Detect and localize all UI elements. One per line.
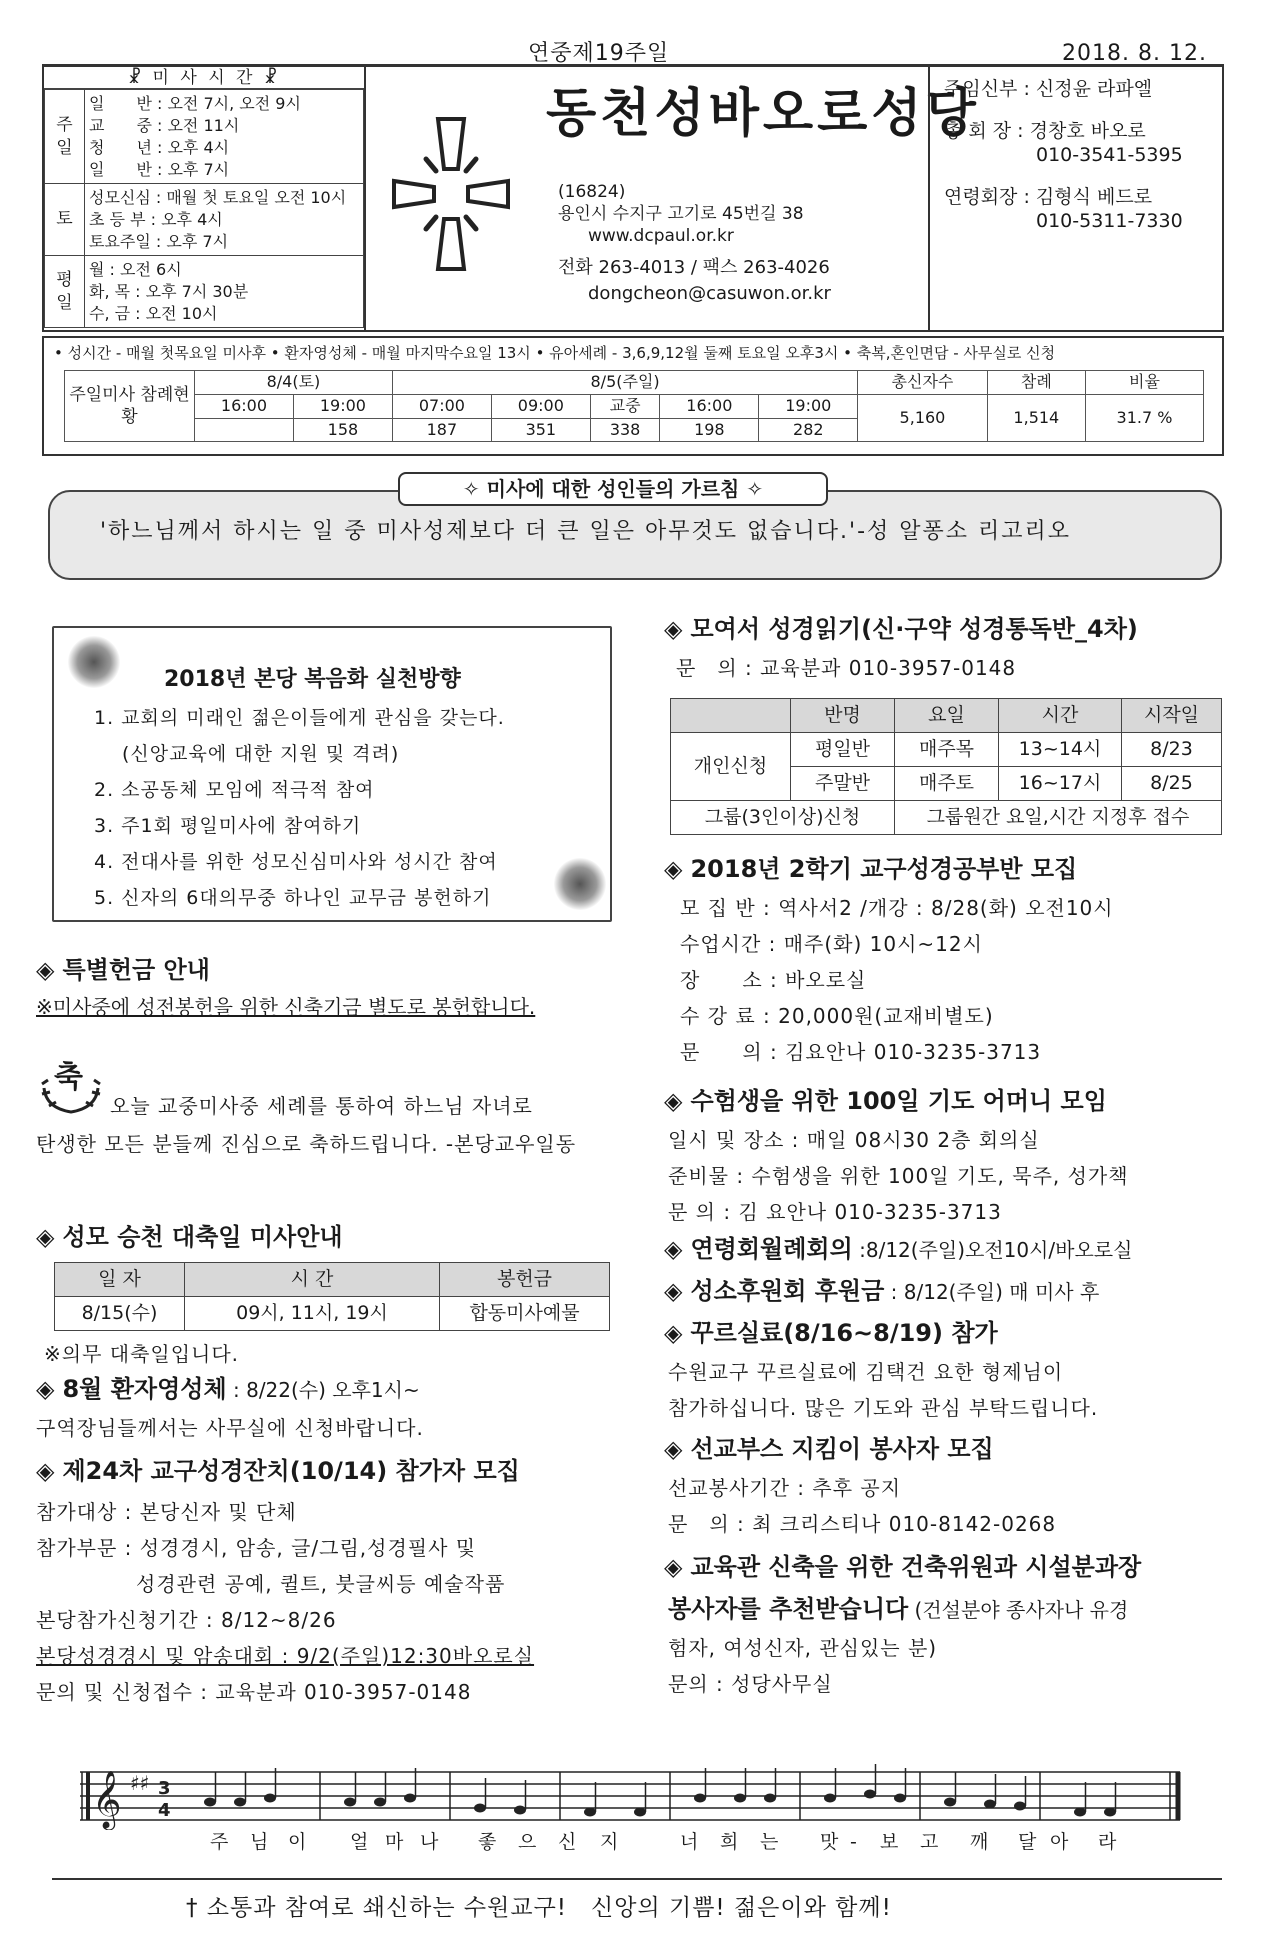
bible-reading-group-label: 개인신청 bbox=[671, 733, 791, 801]
bible-reading-header: 시작일 bbox=[1122, 699, 1222, 733]
sick-communion-title: 8월 환자영성체 bbox=[62, 1375, 227, 1403]
mothers-line: 준비물 : 수험생을 위한 100일 기도, 묵주, 성가책 bbox=[668, 1164, 1129, 1188]
evangel-item: (신앙교육에 대한 지원 및 격려) bbox=[122, 743, 400, 765]
attendance-time: 19:00 bbox=[293, 394, 392, 418]
evangel-title: 2018년 본당 복음화 실천방향 bbox=[164, 667, 461, 692]
attendance-total: 5,160 bbox=[858, 394, 987, 442]
attendance-count: 187 bbox=[392, 418, 491, 442]
evangel-item: 2. 소공동체 모임에 적극적 참여 bbox=[94, 779, 375, 801]
bible-reading-cell: 13~14시 bbox=[999, 733, 1122, 767]
assumption-header: 봉헌금 bbox=[440, 1263, 610, 1297]
bible-festival-lines bbox=[36, 1494, 534, 1710]
attendance-sat-header: 8/4(토) bbox=[195, 371, 393, 395]
cross-logo-icon bbox=[386, 109, 516, 279]
education-hall-heading bbox=[664, 1552, 1141, 1583]
congrats-line2: 탄생한 모든 분들께 진심으로 축하드립니다. -본당교우일동 bbox=[36, 1132, 577, 1156]
pastor: 주임신부 : 신정윤 라파엘 bbox=[944, 78, 1153, 100]
lyric-syllable: 라 bbox=[1098, 1831, 1117, 1853]
lyric-syllable: 신 bbox=[558, 1831, 577, 1853]
mission-booth-heading bbox=[664, 1434, 994, 1465]
education-hall-line: 문의 : 성당사무실 bbox=[668, 1672, 833, 1696]
special-offering-heading bbox=[36, 955, 210, 986]
footer-slogan: † 소통과 참여로 쇄신하는 수원교구! 신앙의 기쁨! 젊은이와 함께! bbox=[186, 1895, 892, 1921]
mothers-line: 일시 및 장소 : 매일 08시30 2층 회의실 bbox=[668, 1128, 1040, 1152]
bible-reading-header: 요일 bbox=[895, 699, 999, 733]
mass-item: 토요주일 : 오후 7시 bbox=[89, 231, 229, 251]
congrats-line1: 오늘 교중미사중 세례를 통하여 하느님 자녀로 bbox=[110, 1094, 533, 1118]
bible-reading-cell: 매주목 bbox=[895, 733, 999, 767]
bible-reading-contact: 문 의 : 교육분과 010-3957-0148 bbox=[676, 656, 1017, 680]
mothers-lines bbox=[668, 1122, 1129, 1230]
treble-clef-icon: 𝄞 bbox=[92, 1770, 122, 1828]
mission-booth-title: 선교부스 지킴이 봉사자 모집 bbox=[690, 1435, 994, 1463]
attendance-count: 158 bbox=[293, 418, 392, 442]
attendance-label: 주일미사 참례현황 bbox=[65, 371, 195, 442]
mass-item: 교 중 : 오전 11시 bbox=[89, 115, 240, 135]
attendance-time: 09:00 bbox=[491, 394, 590, 418]
attendance-time: 교중 bbox=[590, 394, 660, 418]
attendance-time: 16:00 bbox=[660, 394, 759, 418]
attendance-count: 198 bbox=[660, 418, 759, 442]
assumption-title: 성모 승천 대축일 미사안내 bbox=[62, 1223, 343, 1251]
mass-group-weekday bbox=[45, 256, 364, 328]
note-head bbox=[634, 1808, 646, 1817]
mission-booth-line: 선교봉사기간 : 추후 공지 bbox=[668, 1476, 902, 1500]
mass-group-sunday bbox=[45, 90, 364, 184]
lyric-syllable: 아 bbox=[1050, 1831, 1069, 1853]
church-contact-block bbox=[558, 255, 831, 307]
church-email[interactable]: dongcheon@casuwon.or.kr bbox=[588, 283, 831, 304]
president: 총 회 장 : 경창호 바오로 bbox=[944, 120, 1146, 142]
bible-festival-line: 본당참가신청기간 : 8/12~8/26 bbox=[36, 1608, 337, 1632]
music-staff bbox=[80, 1760, 1190, 1830]
attendance-count: 282 bbox=[759, 418, 858, 442]
attendance-time: 07:00 bbox=[392, 394, 491, 418]
mass-items bbox=[85, 90, 364, 184]
note-head bbox=[474, 1804, 486, 1813]
staff-panel bbox=[928, 67, 1222, 331]
education-hall-line: 험자, 여성신자, 관심있는 분) bbox=[668, 1636, 938, 1660]
bible-reading-cell: 그룹원간 요일,시간 지정후 접수 bbox=[895, 801, 1222, 835]
mass-item: 수, 금 : 오전 10시 bbox=[89, 303, 218, 323]
footer-rule bbox=[52, 1878, 1222, 1880]
attendance-attend: 1,514 bbox=[987, 394, 1085, 442]
church-address: 용인시 수지구 고기로 45번길 38 bbox=[558, 204, 804, 224]
diamond-icon: ◈ bbox=[664, 1235, 683, 1263]
congrats-badge: 축 bbox=[54, 1060, 83, 1095]
diamond-icon: ◈ bbox=[664, 1319, 683, 1347]
mass-times-table bbox=[44, 89, 364, 328]
lyric-syllable: 깨 bbox=[970, 1831, 989, 1853]
note-head bbox=[894, 1794, 906, 1803]
lyric-syllable: 으 bbox=[518, 1831, 537, 1853]
evangel-box bbox=[52, 626, 612, 922]
time-signature: 3 bbox=[158, 1778, 171, 1799]
bible-reading-cell: 그룹(3인이상)신청 bbox=[671, 801, 895, 835]
lyric-syllable: 고 bbox=[920, 1831, 939, 1853]
attendance-count: 338 bbox=[590, 418, 660, 442]
sick-communion-text: 구역장님들께서는 사무실에 신청바랍니다. bbox=[36, 1416, 424, 1440]
note-head bbox=[764, 1794, 776, 1803]
assumption-cell: 합동미사예물 bbox=[440, 1297, 610, 1331]
note-head bbox=[824, 1794, 836, 1803]
notice-panel bbox=[42, 336, 1224, 456]
evangel-list bbox=[94, 700, 505, 916]
bible-festival-heading bbox=[36, 1456, 520, 1487]
quote-title: ✧ 미사에 대한 성인들의 가르침 ✧ bbox=[398, 472, 828, 506]
education-hall-title: 교육관 신축을 위한 건축위원과 시설분과장 bbox=[690, 1553, 1142, 1581]
elder-president: 연령회장 : 김형식 베드로 bbox=[944, 186, 1153, 208]
lyric-syllable: 는 bbox=[760, 1831, 779, 1853]
bible-reading-corner bbox=[671, 699, 791, 733]
evangel-item: 4. 전대사를 위한 성모신심미사와 성시간 참여 bbox=[94, 851, 498, 873]
diamond-icon: ◈ bbox=[36, 1375, 55, 1403]
church-address-block bbox=[558, 181, 804, 247]
sick-communion-heading bbox=[36, 1374, 420, 1405]
bible-study-line: 수업시간 : 매주(화) 10시~12시 bbox=[680, 932, 983, 956]
education-hall-heading2 bbox=[668, 1594, 1128, 1625]
bible-reading-header: 시간 bbox=[999, 699, 1122, 733]
mothers-title: 수험생을 위한 100일 기도 어머니 모임 bbox=[690, 1087, 1107, 1115]
bible-study-line: 모 집 반 : 역사서2 /개강 : 8/28(화) 오전10시 bbox=[680, 896, 1114, 920]
bible-festival-line: 참가부문 : 성경경시, 암송, 글/그림,성경필사 및 bbox=[36, 1536, 477, 1560]
diamond-icon: ◈ bbox=[664, 1277, 683, 1305]
mass-item: 일 반 : 오후 7시 bbox=[89, 159, 230, 179]
vocation-text: : 8/12(주일) 매 미사 후 bbox=[884, 1280, 1100, 1304]
mothers-line: 문 의 : 김 요안나 010-3235-3713 bbox=[668, 1200, 1002, 1224]
mass-item: 화, 목 : 오후 7시 30분 bbox=[89, 281, 249, 301]
bible-reading-title: 모여서 성경읽기(신·구약 성경통독반_4차) bbox=[690, 615, 1138, 643]
bible-reading-cell: 8/23 bbox=[1122, 733, 1222, 767]
note-head bbox=[404, 1794, 416, 1803]
lyric-syllable: 이 bbox=[288, 1831, 307, 1853]
church-website[interactable]: www.dcpaul.or.kr bbox=[588, 226, 734, 246]
attendance-time: 19:00 bbox=[759, 394, 858, 418]
header-panel bbox=[42, 64, 1224, 332]
bible-reading-cell: 주말반 bbox=[791, 767, 895, 801]
note-head bbox=[204, 1798, 216, 1807]
notice-line: • 성시간 - 매월 첫목요일 미사후 • 환자영성체 - 매월 마지막수요일 13시 • 유아세례 - 3,6,9,12월 둘째 토요일 오후3시 • 축복,혼인면담 - 사무실로 신청 bbox=[54, 344, 1056, 362]
mass-times-panel bbox=[44, 67, 366, 331]
note-head bbox=[864, 1790, 876, 1799]
elder-meeting-heading bbox=[664, 1234, 1132, 1265]
diamond-icon: ◈ bbox=[36, 956, 55, 984]
mission-booth-line: 문 의 : 최 크리스티나 010-8142-0268 bbox=[668, 1512, 1057, 1536]
mothers-heading bbox=[664, 1086, 1107, 1117]
bible-festival-line: 참가대상 : 본당신자 및 단체 bbox=[36, 1500, 297, 1524]
bible-festival-title: 제24차 교구성경잔치(10/14) 참가자 모집 bbox=[62, 1457, 520, 1485]
church-postcode: (16824) bbox=[558, 182, 626, 202]
bible-reading-table bbox=[670, 698, 1222, 835]
assumption-header: 일 자 bbox=[55, 1263, 185, 1297]
lyric-syllable: 나 bbox=[420, 1831, 439, 1853]
note-head bbox=[944, 1798, 956, 1807]
decor-blob-icon bbox=[554, 858, 606, 910]
bible-reading-cell: 8/25 bbox=[1122, 767, 1222, 801]
mass-times-title: ☧ 미 사 시 간 ☧ bbox=[44, 67, 364, 89]
diamond-icon: ◈ bbox=[664, 855, 683, 883]
bible-festival-line: 성경관련 공예, 퀼트, 붓글씨등 예술작품 bbox=[136, 1572, 506, 1596]
note-head bbox=[984, 1800, 996, 1809]
diamond-icon: ◈ bbox=[36, 1223, 55, 1251]
lyrics bbox=[0, 1830, 1261, 1860]
mass-day: 토 bbox=[45, 184, 85, 256]
lyric-syllable: 맛 bbox=[820, 1831, 839, 1853]
note-head bbox=[1104, 1808, 1116, 1817]
attendance-sun-header: 8/5(주일) bbox=[392, 371, 857, 395]
mission-booth-lines bbox=[668, 1470, 1056, 1542]
time-signature: 4 bbox=[158, 1800, 171, 1821]
bible-study-heading bbox=[664, 854, 1077, 885]
cursillo-line: 수원교구 꾸르실료에 김택건 요한 형제님이 bbox=[668, 1360, 1064, 1384]
bible-reading-cell: 평일반 bbox=[791, 733, 895, 767]
assumption-note: ※의무 대축일입니다. bbox=[44, 1342, 240, 1366]
elder-meeting-title: 연령회월례회의 bbox=[690, 1235, 853, 1263]
mass-item: 월 : 오전 6시 bbox=[89, 259, 182, 279]
sick-communion-detail: : 8/22(수) 오후1시~ bbox=[226, 1378, 420, 1402]
mass-day: 주일 bbox=[45, 90, 85, 184]
attendance-time: 16:00 bbox=[195, 394, 294, 418]
mass-group-saturday bbox=[45, 184, 364, 256]
vocation-title: 성소후원회 후원금 bbox=[690, 1277, 885, 1305]
mass-item: 일 반 : 오전 7시, 오전 9시 bbox=[89, 93, 301, 113]
special-offering-title: 특별헌금 안내 bbox=[62, 956, 210, 984]
diamond-icon: ◈ bbox=[664, 1087, 683, 1115]
note-head bbox=[694, 1794, 706, 1803]
note-head bbox=[264, 1794, 276, 1803]
lyric-syllable: 좋 bbox=[478, 1831, 497, 1853]
evangel-item: 1. 교회의 미래인 젊은이들에게 관심을 갖는다. bbox=[94, 707, 505, 729]
cursillo-line: 참가하십니다. 많은 기도와 관심 부탁드립니다. bbox=[668, 1396, 1099, 1420]
note-head bbox=[374, 1798, 386, 1807]
bible-study-line: 장 소 : 바오로실 bbox=[680, 968, 867, 992]
lyric-syllable: 마 bbox=[385, 1831, 404, 1853]
attendance-ratio: 31.7 % bbox=[1086, 394, 1204, 442]
mass-item: 초 등 부 : 오후 4시 bbox=[89, 209, 223, 229]
bible-reading-header: 반명 bbox=[791, 699, 895, 733]
mass-day: 평일 bbox=[45, 256, 85, 328]
diamond-icon: ◈ bbox=[664, 1435, 683, 1463]
lyric-syllable: 지 bbox=[600, 1831, 619, 1853]
evangel-item: 5. 신자의 6대의무중 하나인 교무금 봉헌하기 bbox=[94, 887, 492, 909]
education-hall-detail: (건설분야 종사자나 유경 bbox=[908, 1598, 1129, 1622]
congrats-badge-icon bbox=[36, 1058, 106, 1116]
quote-text: '하느님께서 하시는 일 중 미사성제보다 더 큰 일은 아무것도 없습니다.'-성 알퐁소 리고리오 bbox=[100, 519, 1072, 544]
note-head bbox=[1014, 1802, 1026, 1811]
diamond-icon: ◈ bbox=[36, 1457, 55, 1485]
bible-festival-line: 문의 및 신청접수 : 교육분과 010-3957-0148 bbox=[36, 1680, 472, 1704]
bible-reading-cell: 16~17시 bbox=[999, 767, 1122, 801]
cursillo-title: 꾸르실료(8/16~8/19) 참가 bbox=[690, 1319, 998, 1347]
education-hall-lines bbox=[668, 1630, 937, 1702]
mass-item: 성모신심 : 매월 첫 토요일 오전 10시 bbox=[89, 187, 347, 207]
attendance-count bbox=[195, 418, 294, 442]
assumption-cell: 09시, 11시, 19시 bbox=[185, 1297, 440, 1331]
education-hall-title2: 봉사자를 추천받습니다 bbox=[668, 1595, 909, 1623]
bible-study-line: 문 의 : 김요안나 010-3235-3713 bbox=[680, 1040, 1042, 1064]
decor-blob-icon bbox=[68, 636, 120, 688]
lyric-syllable: 주 bbox=[210, 1831, 229, 1853]
mass-item: 청 년 : 오후 4시 bbox=[89, 137, 230, 157]
assumption-heading bbox=[36, 1222, 343, 1253]
attendance-attend-header: 참례 bbox=[987, 371, 1085, 395]
sharp-icon: ♯♯ bbox=[130, 1771, 150, 1795]
church-name: 동천성바오로성당 bbox=[546, 84, 980, 144]
lyric-syllable: 님 bbox=[250, 1831, 269, 1853]
vocation-heading bbox=[664, 1276, 1099, 1307]
bible-reading-heading bbox=[664, 614, 1138, 645]
bible-festival-line: 본당성경경시 및 암송대회 : 9/2(주일)12:30바오로실 bbox=[36, 1644, 535, 1668]
diamond-icon: ◈ bbox=[664, 1553, 683, 1581]
note-head bbox=[734, 1794, 746, 1803]
bible-study-line: 수 강 료 : 20,000원(교재비별도) bbox=[680, 1004, 994, 1028]
elder-meeting-text: :8/12(주일)오전10시/바오로실 bbox=[852, 1238, 1133, 1262]
elder-president-phone: 010-5311-7330 bbox=[1036, 210, 1183, 232]
issue-title: 연중제19주일 bbox=[528, 41, 670, 66]
note-head bbox=[514, 1806, 526, 1815]
attendance-count: 351 bbox=[491, 418, 590, 442]
special-offering-text: ※미사중에 성전봉헌을 위한 신축기금 별도로 봉헌합니다. bbox=[36, 995, 536, 1019]
lyric-syllable: 너 bbox=[680, 1831, 699, 1853]
lyric-syllable: 얼 bbox=[350, 1831, 369, 1853]
lyric-syllable: 보 bbox=[880, 1831, 899, 1853]
attendance-ratio-header: 비율 bbox=[1086, 371, 1204, 395]
bible-study-lines bbox=[680, 890, 1114, 1070]
note-head bbox=[234, 1798, 246, 1807]
note-head bbox=[1074, 1808, 1086, 1817]
assumption-table bbox=[54, 1262, 610, 1331]
lyric-syllable: 희 bbox=[720, 1831, 739, 1853]
church-phone: 전화 263-4013 / 팩스 263-4026 bbox=[558, 257, 830, 278]
cursillo-heading bbox=[664, 1318, 998, 1349]
cursillo-lines bbox=[668, 1354, 1098, 1426]
president-phone: 010-3541-5395 bbox=[1036, 144, 1183, 166]
lyric-syllable: - bbox=[850, 1831, 857, 1853]
diamond-icon: ◈ bbox=[664, 615, 683, 643]
attendance-table bbox=[64, 370, 1204, 442]
issue-date: 2018. 8. 12. bbox=[1062, 41, 1207, 66]
mass-items bbox=[85, 184, 364, 256]
note-head bbox=[344, 1798, 356, 1807]
attendance-total-header: 총신자수 bbox=[858, 371, 987, 395]
assumption-cell: 8/15(수) bbox=[55, 1297, 185, 1331]
note-head bbox=[584, 1808, 596, 1817]
bible-study-title: 2018년 2학기 교구성경공부반 모집 bbox=[690, 855, 1078, 883]
assumption-header: 시 간 bbox=[185, 1263, 440, 1297]
mass-items bbox=[85, 256, 364, 328]
evangel-item: 3. 주1회 평일미사에 참여하기 bbox=[94, 815, 362, 837]
bible-reading-cell: 매주토 bbox=[895, 767, 999, 801]
lyric-syllable: 달 bbox=[1018, 1831, 1037, 1853]
